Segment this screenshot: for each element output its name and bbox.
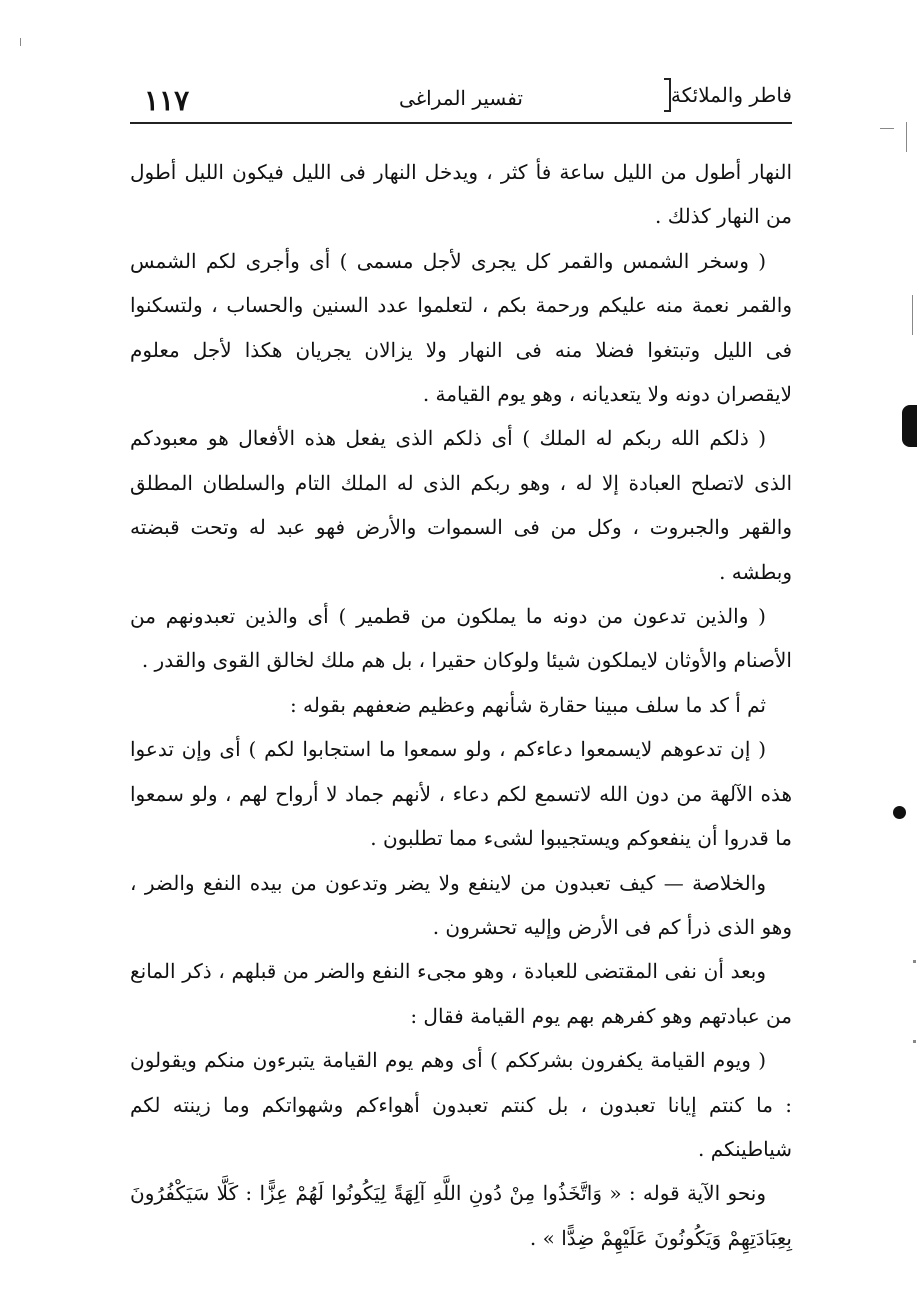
paragraph: ( وسخر الشمس والقمر كل يجرى لأجل مسمى ) أى وأجرى لكم الشمس والقمر نعمة منه عليكم ورحمة بكم ، لتعلموا عدد السنين والحساب ، ولتسكنوا فى الليل وتبتغوا فضلا منه فى النهار ولا يزالان يجريان هكذا لأجل معلوم لايقصران دونه ولا يتعديانه ، وهو يوم القيامة . <box>130 248 792 407</box>
scan-mark <box>913 960 916 963</box>
scan-mark <box>913 1040 916 1043</box>
paragraph: ( إن تدعوهم لايسمعوا دعاءكم ، ولو سمعوا ما استجابوا لكم ) أى وإن تدعوا هذه الآلهة من دون الله لاتسمع لكم دعاء ، لأنهم جماد لا أرواح لهم ، ولو سمعوا ما قدروا أن ينفعوكم ويستجيبوا لشىء مما تطلبون . <box>130 737 792 851</box>
scan-mark <box>880 128 894 129</box>
paragraph: وبعد أن نفى المقتضى للعبادة ، وهو مجىء النفع والضر من قبلهم ، ذكر المانع من عبادتهم وهو كفرهم بهم يوم القيامة فقال : <box>130 959 792 1028</box>
paragraph: ونحو الآية قوله : « وَاتَّخَذُوا مِنْ دُونِ اللَّهِ آلِهَةً لِيَكُونُوا لَهُمْ عِزًّا : كَلَّا سَيَكْفُرُونَ بِعِبَادَتِهِمْ وَيَكُونُونَ عَلَيْهِمْ ضِدًّا » . <box>130 1181 792 1250</box>
book-title: تفسير المراغى <box>399 86 523 110</box>
paragraph: والخلاصة — كيف تعبدون من لاينفع ولا يضر وتدعون من بيده النفع والضر ، وهو الذى ذرأ كم فى الأرض وإليه تحشرون . <box>130 870 792 939</box>
paragraph: ( ذلكم الله ربكم له الملك ) أى ذلكم الذى يفعل هذه الأفعال هو معبودكم الذى لاتصلح العبادة إلا له ، وهو ربكم الذى له الملك التام والسلطان المطلق والقهر والجبروت ، وكل من فى السموات والأرض فهو عبد له وتحت قبضته وبطشه . <box>130 426 792 584</box>
paragraph: ثم أ كد ما سلف مبينا حقارة شأنهم وعظيم ضعفهم بقوله : <box>289 692 766 717</box>
surah-title-box <box>654 78 792 112</box>
scan-artifact <box>902 405 917 447</box>
scan-mark <box>912 295 913 335</box>
scan-mark <box>20 38 21 46</box>
scan-mark <box>906 122 907 152</box>
page-number: ١١٧ <box>144 84 190 117</box>
paragraph: ( والذين تدعون من دونه ما يملكون من قطمير ) أى والذين تعبدونهم من الأصنام والأوثان لايملكون شيئا ولوكان حقيرا ، بل هم ملك لخالق القوى والقدر . <box>130 604 792 673</box>
bracket-mark <box>664 78 671 112</box>
paragraph: النهار أطول من الليل ساعة فأ كثر ، ويدخل النهار فى الليل فيكون الليل أطول من النهار كذلك . <box>130 160 792 229</box>
surah-title: فاطر والملائكة <box>670 83 792 107</box>
paragraph: ( ويوم القيامة يكفرون بشرككم ) أى وهم يوم القيامة يتبرءون منكم ويقولون : ما كنتم إيانا تعبدون ، بل كنتم تعبدون أهواءكم وشهواتكم وما زينته لكم شياطينكم . <box>130 1048 792 1161</box>
page-header <box>130 70 792 124</box>
body-text <box>130 150 792 1260</box>
scan-artifact <box>893 806 906 819</box>
